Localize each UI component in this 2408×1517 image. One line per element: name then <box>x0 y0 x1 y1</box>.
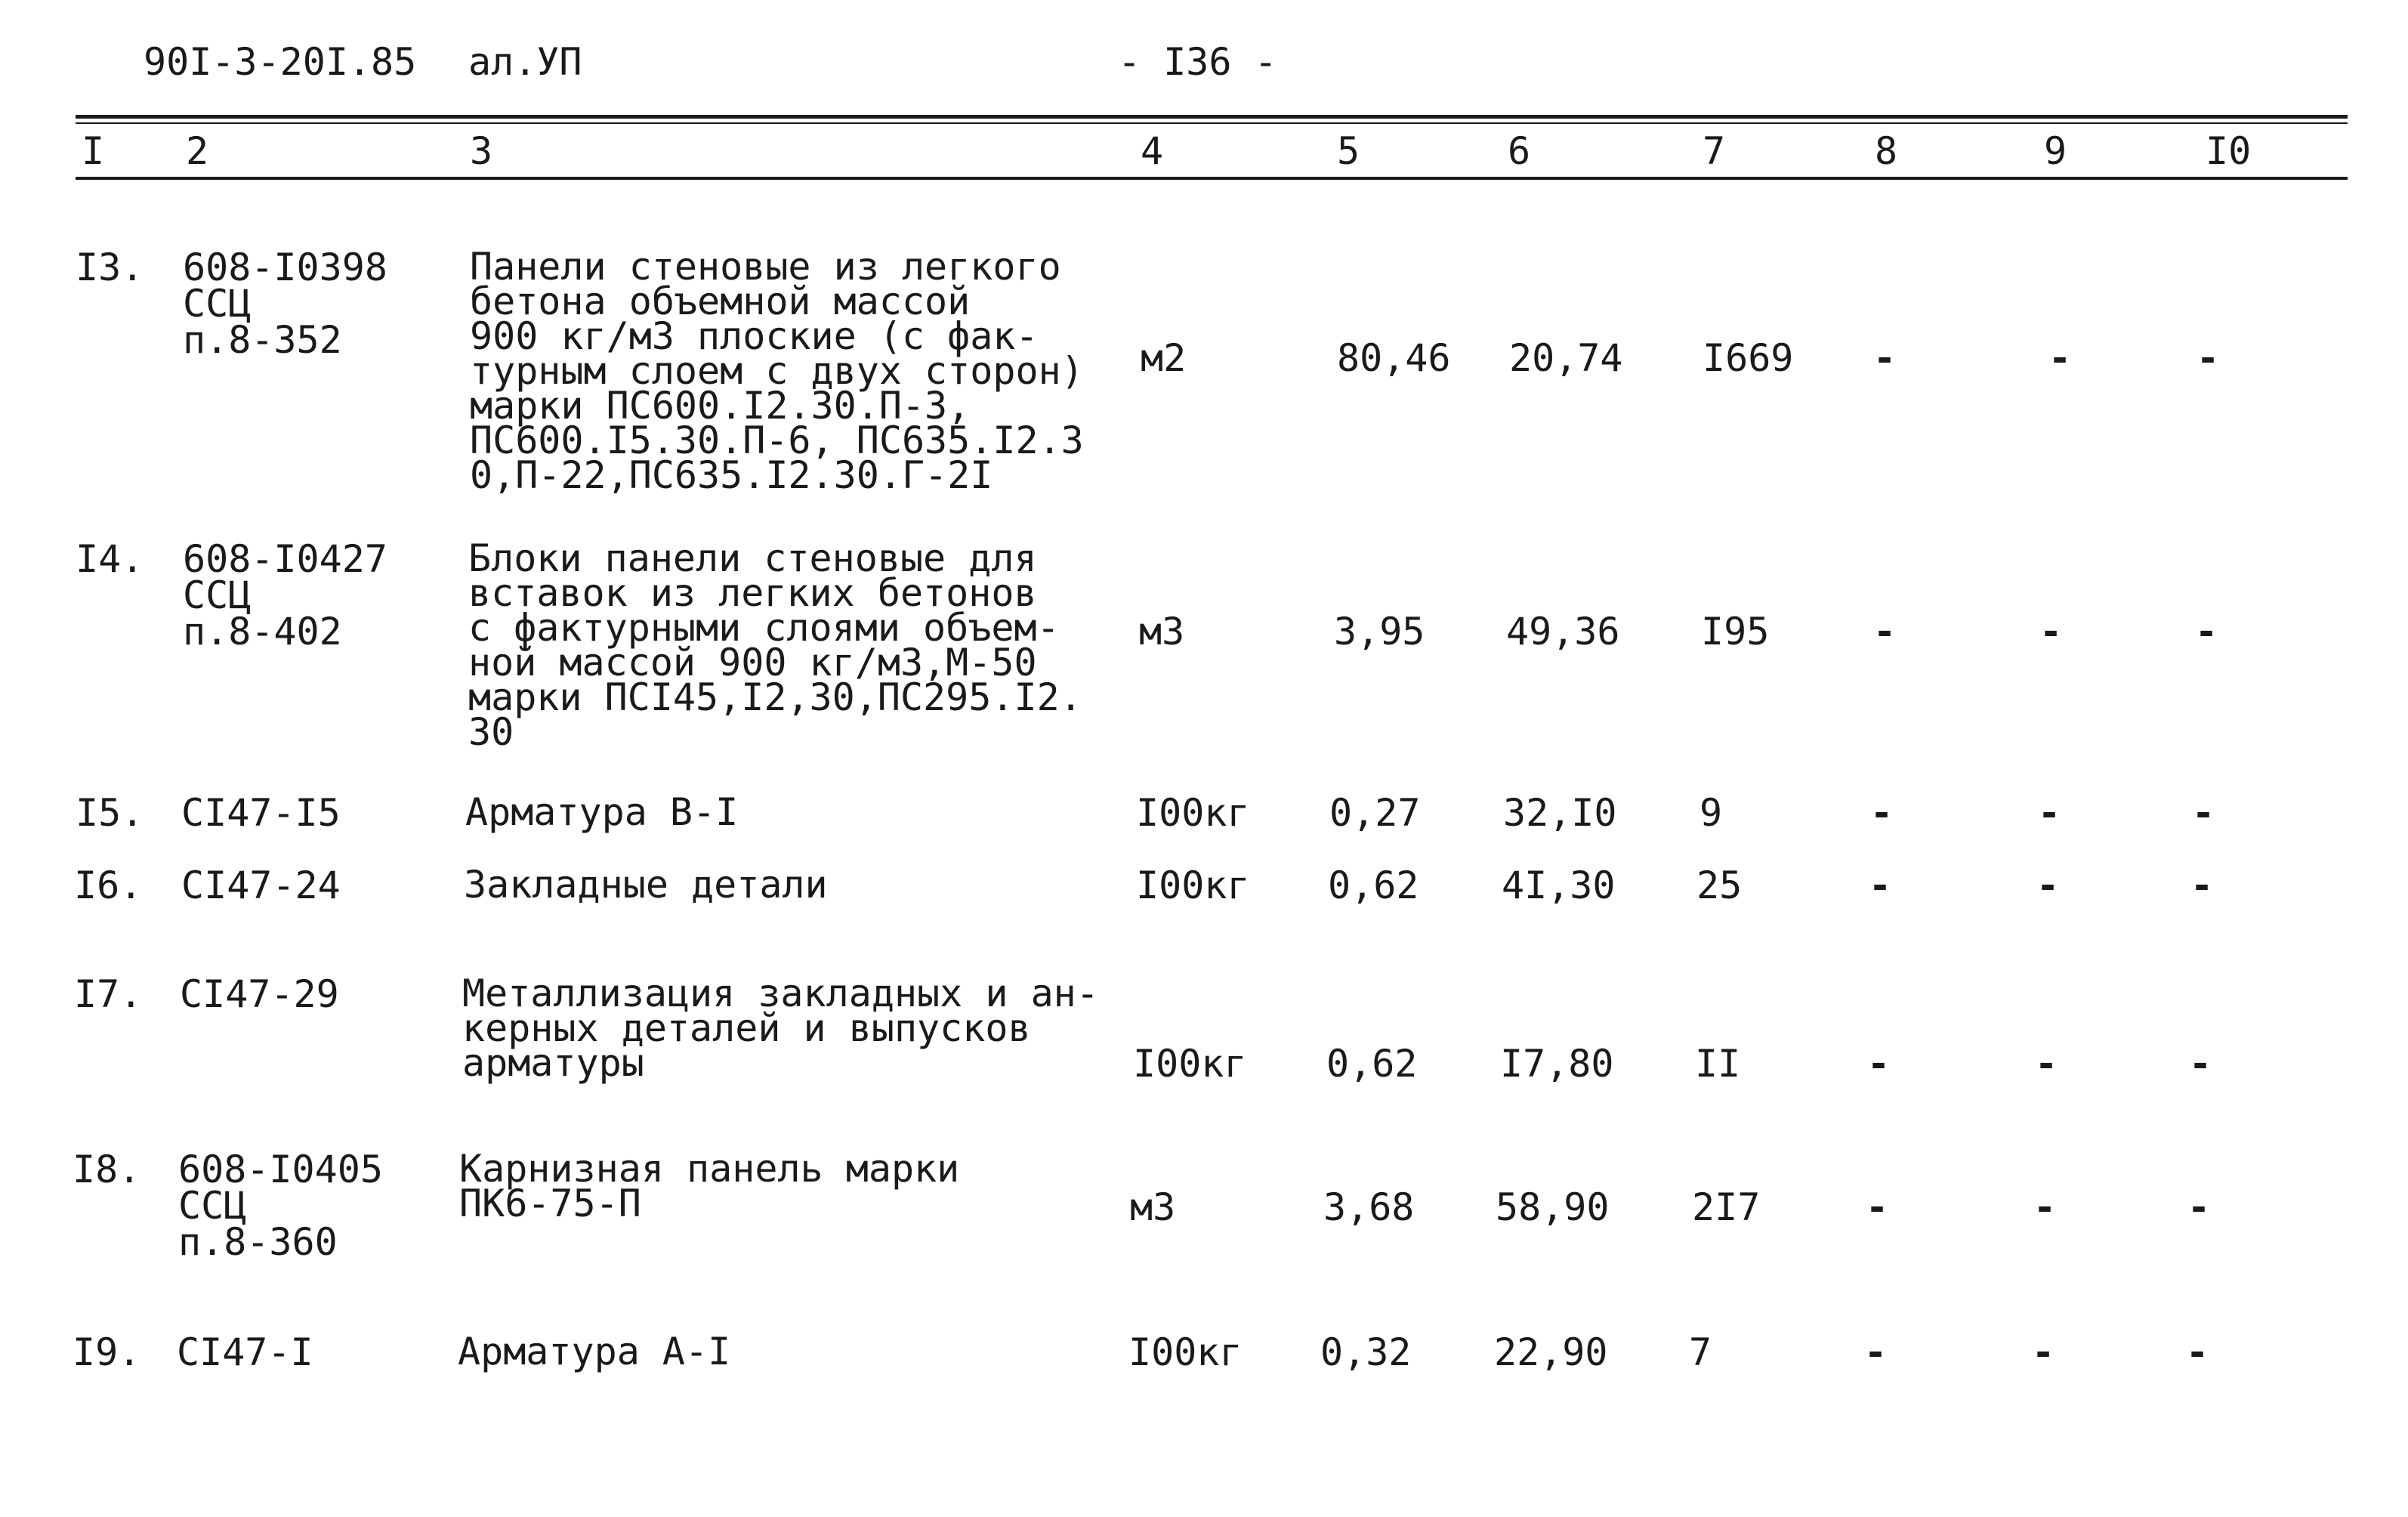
total-cost: II <box>1695 1042 1741 1086</box>
quantity: 0,62 <box>1328 864 1419 907</box>
column-8-value: - <box>1864 1330 1888 1374</box>
price-code-line: п.8-360 <box>178 1220 338 1264</box>
price-code <box>178 1148 383 1264</box>
unit-price: 20,74 <box>1509 336 1623 380</box>
unit: I00кг <box>1136 791 1250 835</box>
price-code <box>180 972 339 1016</box>
item-description: Блоки панели стеновые для вставок из легких бетонов с фактурными слоями объем- ной массой 900 кг/м3,М-50 марки ПСI45,I2,30,ПС295.I2. 30 <box>468 536 1082 754</box>
sheet-label: ал.УП <box>468 40 582 84</box>
price-code-line: СI47-24 <box>181 864 341 907</box>
column-9-value: - <box>2032 1330 2055 1374</box>
unit: I00кг <box>1136 864 1250 907</box>
price-code <box>181 791 341 835</box>
price-code-line: 608-I0427 <box>183 537 387 581</box>
item-description: Арматура А-I <box>458 1330 731 1373</box>
row-number: I6. <box>74 864 143 907</box>
header-rule <box>76 177 2348 180</box>
total-cost: 25 <box>1696 864 1743 907</box>
page-number: - I36 - <box>1118 40 1277 84</box>
price-code-line: 608-I0398 <box>183 246 387 289</box>
total-cost: I95 <box>1701 610 1770 653</box>
column-number-8: 8 <box>1875 129 1898 173</box>
column-9-value: - <box>2038 791 2061 835</box>
column-10-value: - <box>2192 791 2215 835</box>
top-rule-thin <box>76 122 2348 124</box>
unit: м2 <box>1141 336 1187 380</box>
unit-price: I7,80 <box>1500 1042 1614 1086</box>
quantity: 0,32 <box>1320 1330 1412 1374</box>
row-number: I8. <box>73 1148 141 1191</box>
quantity: 3,95 <box>1334 610 1425 653</box>
total-cost: 2I7 <box>1692 1185 1761 1229</box>
column-8-value: - <box>1866 1185 1889 1229</box>
column-10-value: - <box>2187 1185 2211 1229</box>
price-code-line: п.8-352 <box>183 318 342 362</box>
column-number-3: 3 <box>470 129 493 173</box>
column-number-5: 5 <box>1337 129 1360 173</box>
total-cost: I669 <box>1703 336 1794 380</box>
price-code <box>183 246 387 362</box>
column-number-6: 6 <box>1508 129 1531 173</box>
column-number-7: 7 <box>1703 129 1726 173</box>
column-10-value: - <box>2197 336 2220 380</box>
column-8-value: - <box>1867 1042 1891 1086</box>
top-rule <box>76 115 2348 119</box>
price-code <box>177 1330 313 1374</box>
price-code-line: СI47-I5 <box>181 791 341 835</box>
column-10-value: - <box>2195 610 2218 653</box>
price-code-line: СI47-I <box>177 1330 313 1374</box>
quantity: 3,68 <box>1323 1185 1415 1229</box>
column-9-value: - <box>2035 1042 2058 1086</box>
total-cost: 7 <box>1689 1330 1712 1374</box>
price-code-line: п.8-402 <box>183 610 342 653</box>
row-number: I7. <box>74 972 143 1016</box>
column-9-value: - <box>2036 864 2060 907</box>
column-8-value: - <box>1873 336 1897 380</box>
column-8-value: - <box>1870 791 1894 835</box>
row-number: I3. <box>76 246 144 289</box>
column-10-value: - <box>2186 1330 2209 1374</box>
price-code <box>181 864 341 907</box>
item-description: Металлизация закладных и ан- керных деталей и выпусков арматуры <box>462 972 1099 1085</box>
row-number: I9. <box>73 1330 141 1374</box>
column-8-value: - <box>1869 864 1892 907</box>
unit-price: 32,I0 <box>1503 791 1617 835</box>
item-description: Панели стеновые из легкого бетона объемной массой 900 кг/м3 плоские (с фак- турным слоем с двух сторон) марки ПС600.I2.30.П-3, ПС600.I5.30.П-6, ПС635.I2.3 0,П-22,ПС635.I2.30.Г-2I <box>470 245 1084 497</box>
unit: I00кг <box>1133 1042 1247 1086</box>
column-number-2: 2 <box>186 129 209 173</box>
unit-price: 58,90 <box>1496 1185 1610 1229</box>
column-10-value: - <box>2189 1042 2212 1086</box>
column-9-value: - <box>2033 1185 2057 1229</box>
item-description: Закладные детали <box>464 863 828 907</box>
column-8-value: - <box>1873 610 1897 653</box>
unit-price: 22,90 <box>1494 1330 1608 1374</box>
price-code-line: ССЦ <box>183 573 252 617</box>
unit: м3 <box>1130 1185 1176 1229</box>
price-code-line: ССЦ <box>178 1184 247 1228</box>
column-number-9: 9 <box>2044 129 2067 173</box>
column-number-10: I0 <box>2206 129 2252 173</box>
column-9-value: - <box>2039 610 2063 653</box>
quantity: 80,46 <box>1337 336 1451 380</box>
price-code <box>183 537 387 653</box>
price-code-line: ССЦ <box>183 282 252 326</box>
quantity: 0,62 <box>1326 1042 1418 1086</box>
column-number-4: 4 <box>1141 129 1164 173</box>
row-number: I4. <box>76 537 144 581</box>
column-number-1: I <box>82 129 105 173</box>
unit-price: 4I,30 <box>1502 864 1616 907</box>
column-9-value: - <box>2048 336 2072 380</box>
row-number: I5. <box>76 791 144 835</box>
quantity: 0,27 <box>1329 791 1421 835</box>
document-code: 90I-3-20I.85 <box>144 40 417 84</box>
price-code-line: 608-I0405 <box>178 1148 383 1191</box>
unit-price: 49,36 <box>1506 610 1620 653</box>
item-description: Карнизная панель марки ПК6-75-П <box>459 1147 960 1225</box>
item-description: Арматура В-I <box>465 790 739 834</box>
unit: I00кг <box>1128 1330 1243 1374</box>
total-cost: 9 <box>1699 791 1723 835</box>
price-code-line: СI47-29 <box>180 972 339 1016</box>
unit: м3 <box>1139 610 1185 653</box>
column-10-value: - <box>2190 864 2214 907</box>
